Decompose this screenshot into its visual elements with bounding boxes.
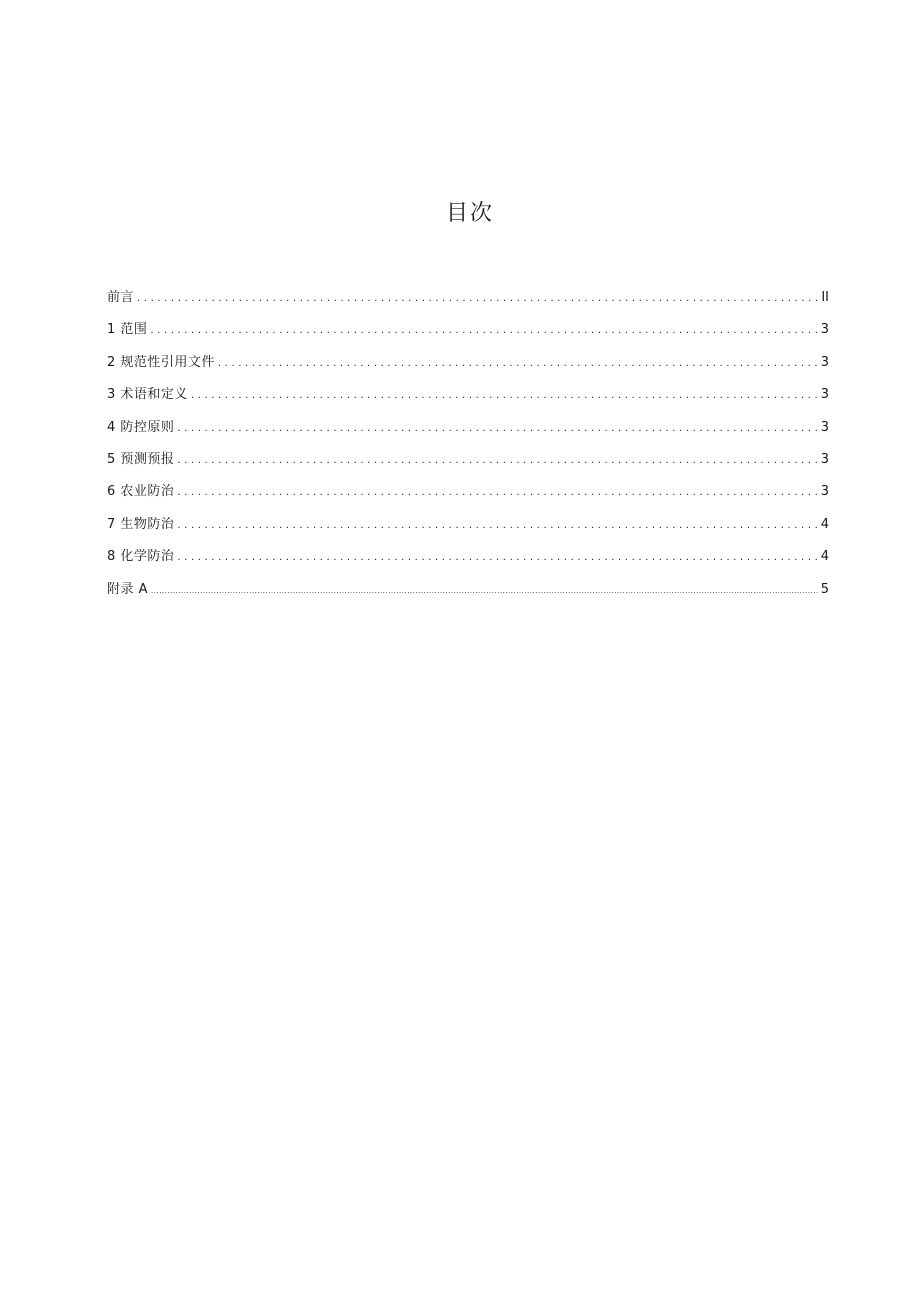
toc-entry-label: 附录 A — [107, 581, 149, 597]
toc-entry-page: 3 — [820, 354, 829, 370]
toc-entry-page: 5 — [820, 581, 829, 597]
toc-entry-label: 6 农业防治 — [107, 484, 175, 500]
toc-leader-dots — [150, 325, 817, 336]
toc-entry-normative-references[interactable] — [107, 351, 829, 383]
toc-entry-page: 3 — [820, 484, 829, 500]
toc-leader-dots — [177, 487, 817, 498]
toc-entry-label: 5 预测预报 — [107, 451, 175, 467]
toc-entry-label: 7 生物防治 — [107, 516, 175, 532]
toc-entry-page: 4 — [820, 516, 829, 532]
toc-entry-label: 1 范围 — [107, 322, 148, 338]
toc-entry-forecasting[interactable] — [107, 448, 829, 480]
toc-entry-label: 前言 — [107, 290, 135, 305]
toc-title: 目次 — [445, 201, 494, 226]
toc-entry-scope[interactable] — [107, 318, 829, 350]
toc-entry-label: 2 规范性引用文件 — [107, 354, 215, 370]
table-of-contents — [107, 286, 829, 610]
toc-entry-agricultural-control[interactable] — [107, 480, 829, 512]
toc-leader-dots — [191, 390, 818, 401]
toc-entry-label: 3 术语和定义 — [107, 387, 188, 403]
toc-entry-label: 4 防控原则 — [107, 419, 175, 435]
toc-entry-appendix-a[interactable] — [107, 578, 829, 610]
toc-leader-dots — [177, 552, 817, 563]
toc-entry-chemical-control[interactable] — [107, 545, 829, 577]
toc-entry-page: 3 — [820, 322, 829, 338]
toc-leader-dots — [177, 455, 817, 466]
toc-entry-page: 3 — [820, 451, 829, 467]
toc-entry-page: II — [821, 290, 829, 305]
toc-leader-dots — [177, 520, 817, 531]
toc-leader-dots — [137, 293, 818, 304]
toc-entry-page: 3 — [820, 387, 829, 403]
toc-leader-dots — [151, 587, 818, 595]
toc-entry-label: 8 化学防治 — [107, 549, 175, 565]
toc-entry-page: 3 — [820, 419, 829, 435]
toc-entry-biological-control[interactable] — [107, 513, 829, 545]
toc-entry-page: 4 — [820, 549, 829, 565]
toc-leader-dots — [177, 423, 817, 434]
toc-leader-dots — [218, 358, 818, 369]
toc-entry-control-principles[interactable] — [107, 416, 829, 448]
toc-entry-terms-definitions[interactable] — [107, 383, 829, 415]
toc-entry-foreword[interactable] — [107, 286, 829, 318]
